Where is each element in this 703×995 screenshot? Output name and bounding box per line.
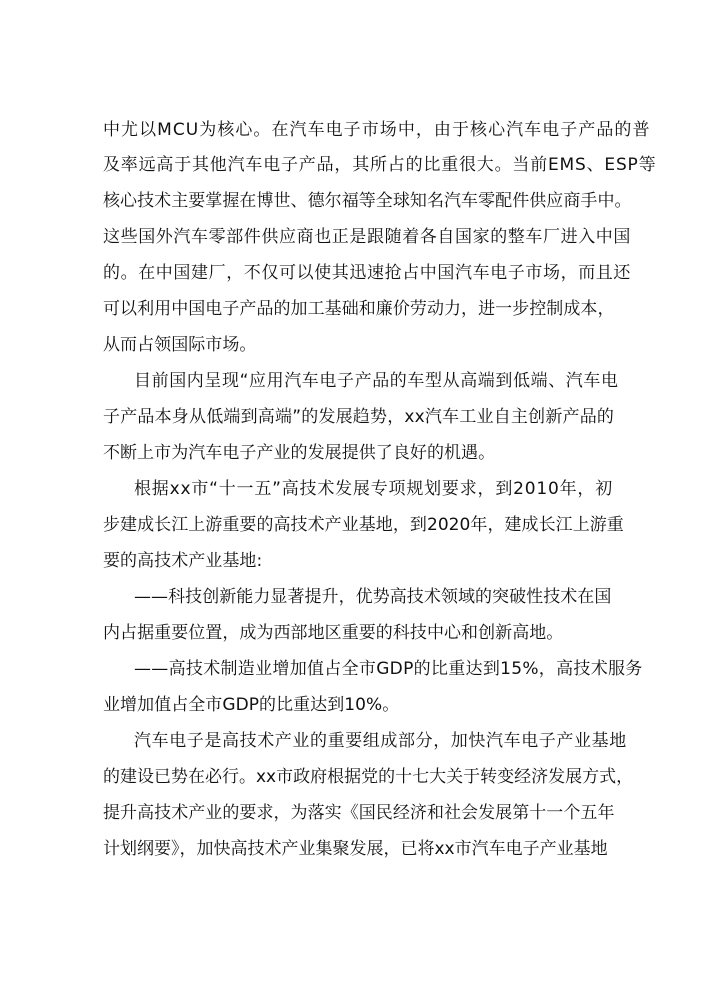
text-line: 及率远高于其他汽车电子产品，其所占的比重很大。当前EMS、ESP等 xyxy=(103,155,657,175)
text-line: 计划纲要》，加快高技术产业集聚发展，已将xx市汽车电子产业基地 xyxy=(103,839,608,859)
text-line: 中尤以MCU为核心。在汽车电子市场中，由于核心汽车电子产品的普 xyxy=(103,120,651,140)
text-line: 业增加值占全市GDP的比重达到10%。 xyxy=(103,695,400,715)
text-line: 核心技术主要掌握在博世、德尔福等全球知名汽车零配件供应商手中。 xyxy=(103,191,632,211)
text-line: 内占据重要位置，成为西部地区重要的科技中心和创新高地。 xyxy=(103,623,564,643)
text-line: 的建设已势在必行。xx市政府根据党的十七大关于转变经济发展方式， xyxy=(103,767,634,787)
text-line: 步建成长江上游重要的高技术产业基地，到2020年，建成长江上游重 xyxy=(103,515,624,535)
text-line: 的。在中国建厂，不仅可以使其迅速抢占中国汽车电子市场，而且还 xyxy=(103,263,631,283)
text-line: 提升高技术产业的要求，为落实《国民经济和社会发展第十一个五年 xyxy=(103,803,615,823)
text-line: 汽车电子是高技术产业的重要组成部分，加快汽车电子产业基地 xyxy=(134,731,627,751)
text-line: 目前国内呈现“应用汽车电子产品的车型从高端到低端、汽车电 xyxy=(134,371,619,391)
text-line: 不断上市为汽车电子产业的发展提供了良好的机遇。 xyxy=(103,443,496,463)
text-line: 从而占领国际市场。 xyxy=(103,335,257,355)
text-line: 要的高技术产业基地: xyxy=(103,551,263,571)
text-line: ——高技术制造业增加值占全市GDP的比重达到15%，高技术服务 xyxy=(134,659,643,679)
text-line: 根据xx市“十一五”高技术发展专项规划要求，到2010年，初 xyxy=(134,479,613,499)
text-line: 这些国外汽车零部件供应商也正是跟随着各自国家的整车厂进入中国 xyxy=(103,227,631,247)
text-line: 子产品本身从低端到高端”的发展趋势，xx汽车工业自主创新产品的 xyxy=(103,407,615,427)
text-line: ——科技创新能力显著提升，优势高技术领域的突破性技术在国 xyxy=(134,587,612,607)
text-line: 可以利用中国电子产品的加工基础和廉价劳动力，进一步控制成本， xyxy=(103,299,615,319)
